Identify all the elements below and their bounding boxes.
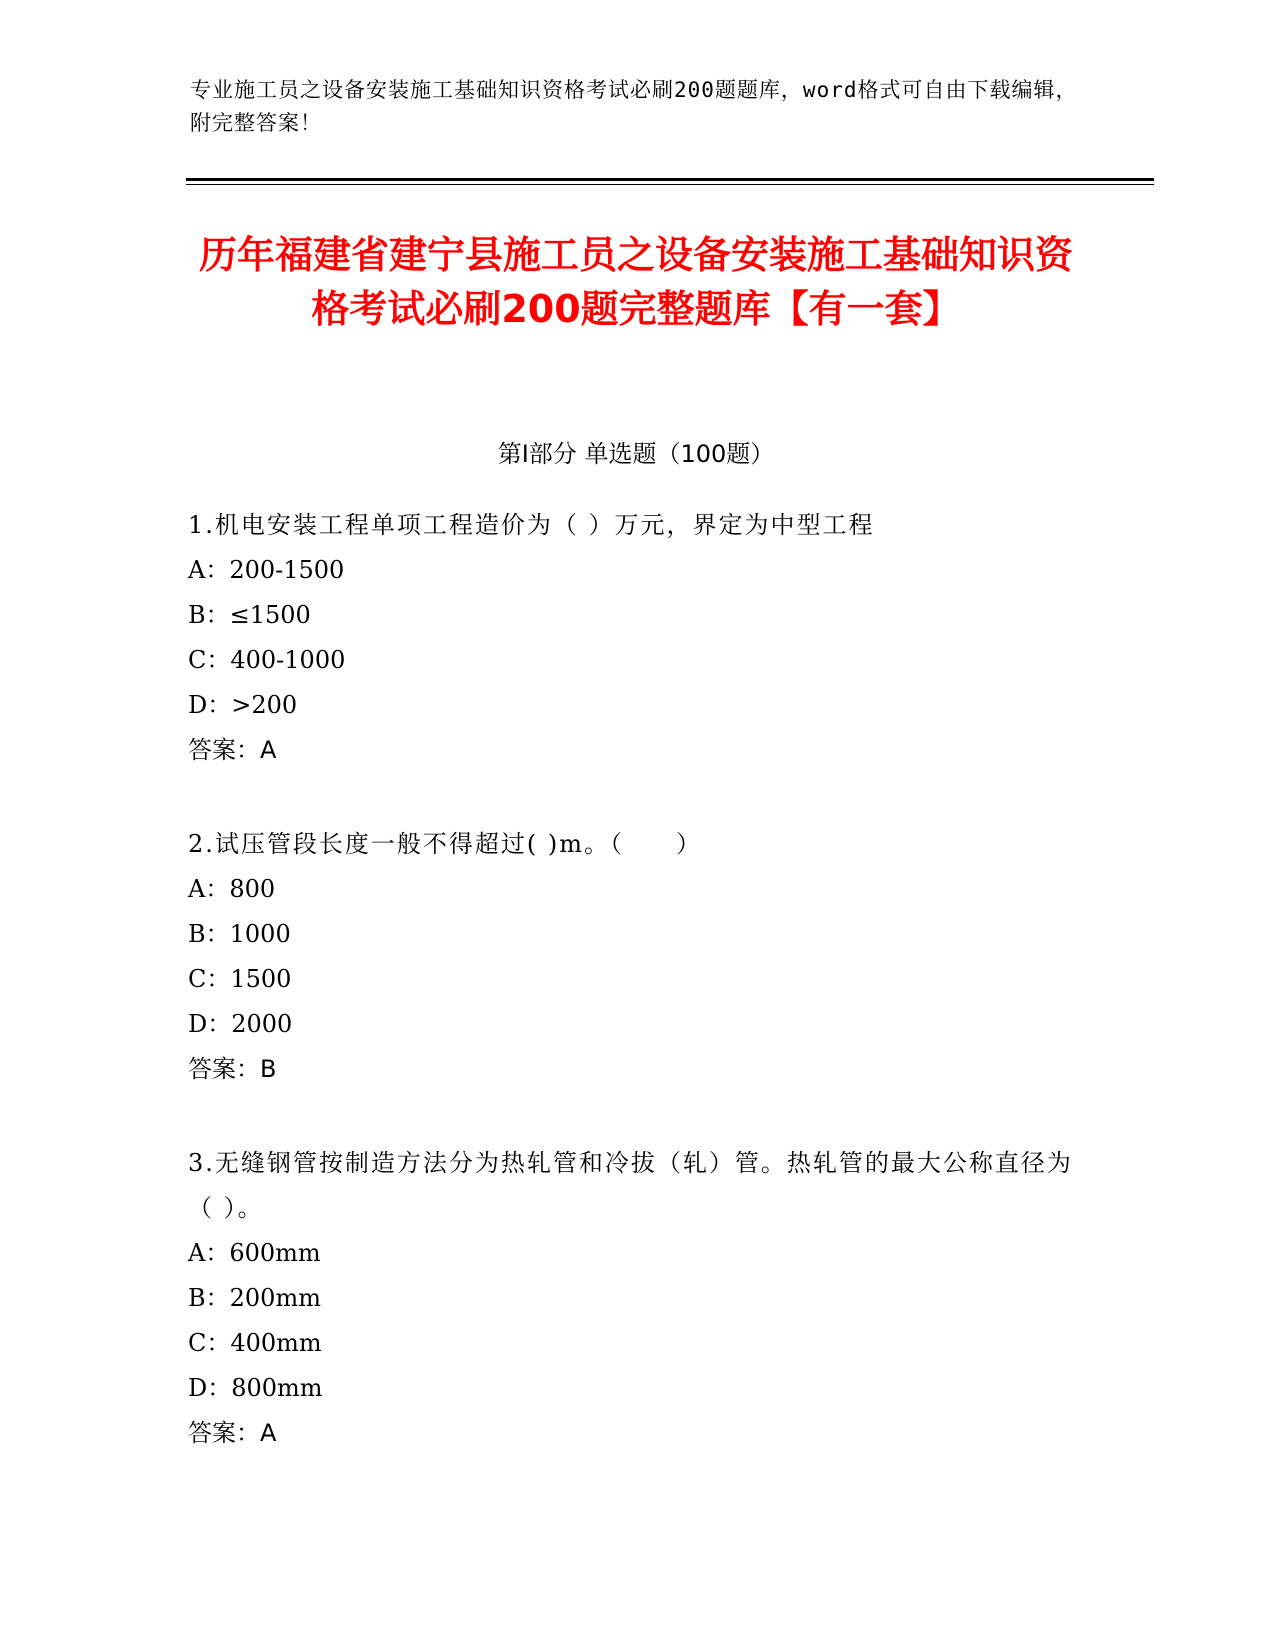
option-b: B：1000 <box>188 920 291 948</box>
answer: 答案：A <box>188 1419 277 1447</box>
option-a: A：800 <box>188 875 276 903</box>
question-1 <box>188 503 1088 773</box>
option-a: A：600mm <box>188 1239 321 1267</box>
question-stem: 1.机电安装工程单项工程造价为（ ）万元，界定为中型工程 <box>188 511 875 539</box>
option-d: D：800mm <box>188 1374 323 1402</box>
section-title: 第Ⅰ部分 单选题（100题） <box>497 440 775 468</box>
option-b: B：≤1500 <box>188 601 311 629</box>
question-2 <box>188 822 1088 1092</box>
option-b: B：200mm <box>188 1284 321 1312</box>
header-note: 专业施工员之设备安装施工基础知识资格考试必刷200题题库，word格式可自由下载编辑，附完整答案！ <box>190 78 1078 135</box>
question-3 <box>188 1141 1088 1456</box>
question-stem: 3.无缝钢管按制造方法分为热轧管和冷拔（轧）管。热轧管的最大公称直径为（ ）。 <box>188 1149 1073 1222</box>
option-c: C：400-1000 <box>188 646 346 674</box>
answer: 答案：B <box>188 1055 277 1083</box>
option-a: A：200-1500 <box>188 556 345 584</box>
answer: 答案：A <box>188 736 277 764</box>
header-divider-thick <box>186 178 1154 181</box>
question-stem: 2.试压管段长度一般不得超过( )m。（ ） <box>188 830 703 858</box>
option-d: D：2000 <box>188 1010 293 1038</box>
option-d: D：>200 <box>188 691 298 719</box>
option-c: C：400mm <box>188 1329 322 1357</box>
option-c: C：1500 <box>188 965 292 993</box>
header-divider-thin <box>186 184 1154 185</box>
document-title: 历年福建省建宁县施工员之设备安装施工基础知识资格考试必刷200题完整题库【有一套】 <box>198 233 1073 331</box>
